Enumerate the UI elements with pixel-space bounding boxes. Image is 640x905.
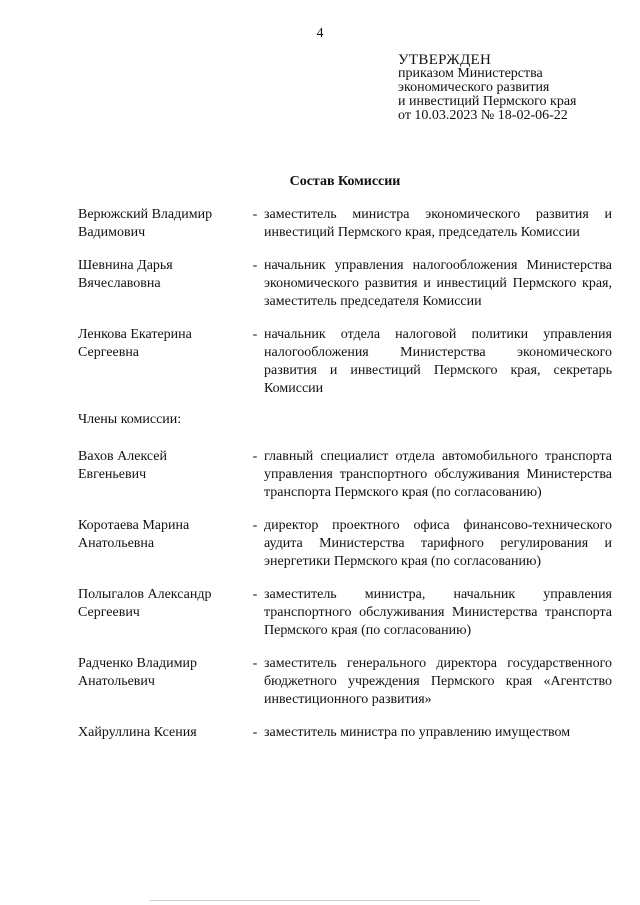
- approval-date-number: от 10.03.2023 № 18-02-06-22: [398, 108, 568, 123]
- separator-dash: -: [252, 587, 258, 602]
- member-role: начальник отдела налоговой политики управления налогообложения Министерства экономического развития и инвестиций Пермского края, секретарь Комиссии: [264, 327, 612, 396]
- member-name: Шевнина Дарья Вячеславовна: [78, 258, 173, 291]
- commission-member-entry: [78, 448, 612, 502]
- member-name: Радченко Владимир Анатольевич: [78, 656, 197, 689]
- separator-dash: -: [252, 518, 258, 533]
- approval-line: экономического развития: [398, 80, 550, 95]
- member-name: Коротаева Марина Анатольевна: [78, 518, 190, 551]
- scan-artifact-divider: [150, 900, 480, 901]
- approval-line: приказом Министерства: [398, 66, 543, 81]
- members-label: Члены комиссии:: [78, 412, 182, 427]
- separator-dash: -: [252, 725, 258, 740]
- member-role: директор проектного офиса финансово-технического аудита Министерства тарифного регулирования и энергетики Пермского края (по согласованию): [264, 518, 612, 569]
- member-name: Хайруллина Ксения: [78, 725, 197, 740]
- member-name: Вахов Алексей Евгеньевич: [78, 449, 167, 482]
- separator-dash: -: [252, 327, 258, 342]
- approval-block: [398, 53, 628, 123]
- separator-dash: -: [252, 207, 258, 222]
- commission-entry-chairman: [78, 206, 612, 242]
- member-role: заместитель министра экономического развития и инвестиций Пермского края, председатель Комиссии: [264, 207, 612, 240]
- document-title: Состав Комиссии: [289, 174, 401, 189]
- member-name: Полыгалов Александр Сергеевич: [78, 587, 212, 620]
- commission-entry-secretary: [78, 326, 612, 398]
- member-name: Верюжский Владимир Вадимович: [78, 207, 213, 240]
- separator-dash: -: [252, 449, 258, 464]
- member-role: заместитель министра по управлению имуществом: [264, 725, 571, 740]
- separator-dash: -: [252, 258, 258, 273]
- separator-dash: -: [252, 656, 258, 671]
- commission-list: [78, 206, 612, 757]
- member-name: Ленкова Екатерина Сергеевна: [78, 327, 192, 360]
- approval-stamp: УТВЕРЖДЕН: [398, 52, 492, 68]
- commission-member-entry: [78, 586, 612, 640]
- member-role: начальник управления налогообложения Министерства экономического развития и инвестиций Пермского края, заместитель председателя Комиссии: [264, 258, 612, 309]
- page-number: 4: [316, 26, 324, 41]
- approval-line: и инвестиций Пермского края: [398, 94, 577, 109]
- commission-member-entry: [78, 655, 612, 709]
- commission-member-entry: [78, 517, 612, 571]
- member-role: заместитель генерального директора государственного бюджетного учреждения Пермского края «Агентство инвестиционного развития»: [264, 656, 612, 707]
- member-role: главный специалист отдела автомобильного транспорта управления транспортного обслуживания Министерства транспорта Пермского края (по согласованию): [264, 449, 612, 500]
- commission-entry-deputy-chairman: [78, 257, 612, 311]
- commission-member-entry: [78, 724, 612, 742]
- member-role: заместитель министра, начальник управления транспортного обслуживания Министерства транспорта Пермского края (по согласованию): [264, 587, 612, 638]
